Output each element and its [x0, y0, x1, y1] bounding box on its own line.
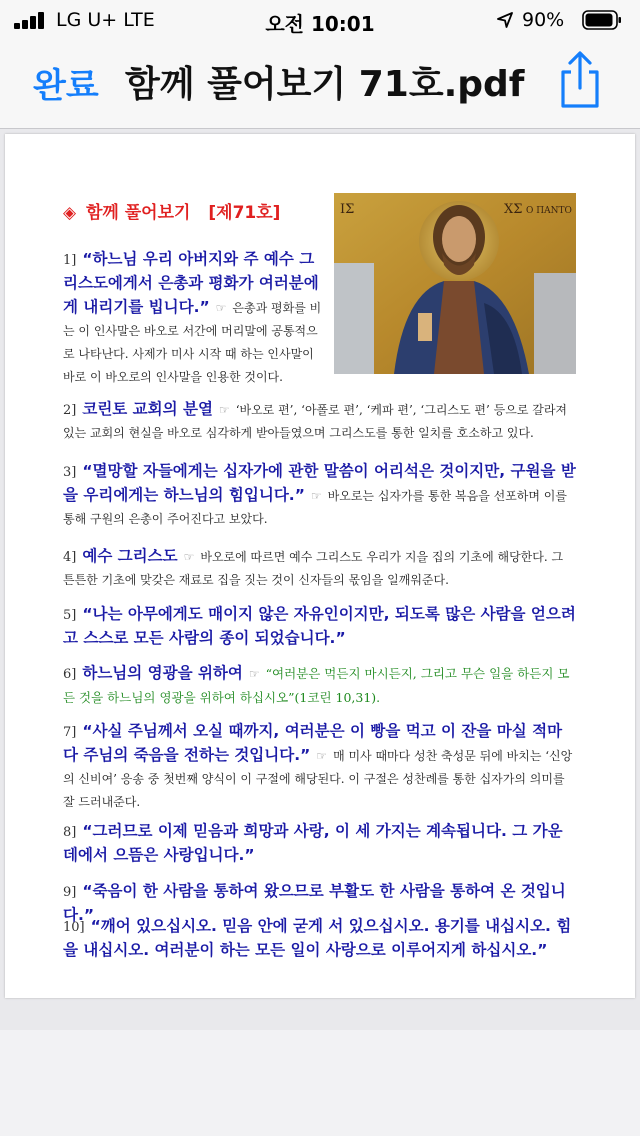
heading-title: 함께 풀어보기 — [86, 203, 191, 223]
list-item — [63, 820, 577, 868]
item-number: 7] — [63, 725, 77, 740]
list-item — [63, 720, 577, 814]
document-title: 함께 풀어보기 71호.pdf — [125, 64, 525, 105]
done-button[interactable]: 완료 — [33, 66, 99, 106]
pointing-hand-icon: ☞ — [248, 667, 260, 681]
item-quote: “그러므로 이제 믿음과 희망과 사랑, 이 세 가지는 계속됩니다. 그 가운데에서 으뜸은 사랑입니다.” — [63, 822, 563, 864]
item-note: 매 미사 때마다 성찬 축성문 뒤에 바치는 ‘신앙의 신비여’ 응송 중 첫번째 양식이 이 구절에 해당된다. 이 구절은 성찬례를 통한 십자가의 의미를 잘 드러내준다. — [63, 749, 573, 809]
item-quote: 예수 그리스도 — [82, 547, 178, 565]
item-note: 바오로는 십자가를 통한 복음을 선포하며 이를 통해 구원의 은총이 주어진다고 보았다. — [63, 489, 567, 526]
diamond-icon: ◈ — [63, 203, 77, 223]
pointing-hand-icon: ☞ — [183, 550, 195, 564]
item-number: 6] — [63, 667, 77, 682]
item-quote: “하느님 우리 아버지와 주 예수 그리스도에게서 은총과 평화가 여러분에게 내리기를 빕니다.” — [63, 250, 319, 316]
item-number: 10] — [63, 920, 85, 935]
list-item — [63, 915, 577, 963]
item-quote: 하느님의 영광을 위하여 — [82, 664, 243, 682]
location-arrow-icon — [496, 11, 514, 29]
status-bar — [0, 0, 640, 40]
battery-percent: 90% — [522, 9, 565, 31]
item-quote: “깨어 있으십시오. 믿음 안에 굳게 서 있으십시오. 용기를 내십시오. 힘을 내십시오. 여러분이 하는 모든 일이 사랑으로 이루어지게 하십시오.” — [63, 917, 572, 959]
viewer-background — [0, 1030, 640, 1136]
item-number: 3] — [63, 465, 77, 480]
pointing-hand-icon: ☞ — [218, 403, 230, 417]
list-item — [63, 460, 577, 531]
clock: 오전 10:01 — [265, 12, 375, 36]
list-item — [63, 545, 577, 592]
item-quote: “사실 주님께서 오실 때까지, 여러분은 이 빵을 먹고 이 잔을 마실 적마다 주님의 죽음을 전하는 것입니다.” — [63, 722, 563, 764]
pointing-hand-icon: ☞ — [316, 749, 328, 763]
share-icon[interactable] — [554, 50, 606, 110]
carrier-label: LG U+ LTE — [56, 9, 155, 31]
christ-pantocrator-mosaic-image — [334, 193, 576, 374]
item-note: 바오로에 따르면 예수 그리스도 우리가 지을 집의 기초에 해당한다. 그 튼튼한 기초에 맞갖은 재료로 집을 짓는 것이 신자들의 몫임을 일깨워준다. — [63, 550, 564, 587]
item-number: 2] — [63, 403, 77, 418]
item-quote: “나는 아무에게도 매이지 않은 자유인이지만, 되도록 많은 사람을 얻으려고 스스로 모든 사람의 종이 되었습니다.” — [63, 605, 576, 647]
item-number: 8] — [63, 825, 77, 840]
inscription-right: ΧΣ — [504, 202, 523, 217]
list-item — [63, 662, 577, 710]
item-quote: 코린토 교회의 분열 — [82, 400, 213, 418]
item-note: ‘바오로 편’, ‘아폴로 편’, ‘케파 편’, ‘그리스도 편’ 등으로 갈라져 있는 교회의 현실을 바오로 심각하게 받아들였으며 그리스도를 통한 일치를 호소하고 있다. — [63, 403, 568, 440]
pdf-page[interactable] — [5, 134, 635, 998]
inscription-pantocrator: Ο ΠΑΝΤΟ — [526, 206, 572, 216]
pointing-hand-icon: ☞ — [310, 489, 322, 503]
list-item — [63, 398, 577, 445]
item-note: 은총과 평화를 비는 이 인사말은 바오로 서간에 머리말에 공통적으로 나타난다. 사제가 미사 시작 때 하는 인사말이 바로 이 바오로의 인사말을 인용한 것이다. — [63, 301, 322, 384]
navigation-bar — [0, 40, 640, 129]
item-number: 5] — [63, 608, 77, 623]
item-quote: “죽음이 한 사람을 통하여 왔으므로 부활도 한 사람을 통하여 온 것입니다.” — [63, 882, 566, 924]
list-item — [63, 248, 325, 389]
inscription-left: ΙΣ — [340, 202, 355, 217]
item-number: 4] — [63, 550, 77, 565]
list-item — [63, 603, 577, 651]
item-number: 1] — [63, 253, 77, 268]
item-number: 9] — [63, 885, 77, 900]
item-bible-quote: “여러분은 먹든지 마시든지, 그리고 무슨 일을 하든지 모든 것을 하느님의 영광을 위하여 하십시오”(1코린 10,31). — [63, 666, 570, 705]
heading-issue: [제71호] — [208, 203, 281, 223]
battery-icon — [582, 10, 622, 30]
pointing-hand-icon: ☞ — [215, 301, 227, 315]
page-heading — [63, 198, 280, 223]
item-quote: “멸망할 자들에게는 십자가에 관한 말씀이 어리석은 것이지만, 구원을 받을 우리에게는 하느님의 힘입니다.” — [63, 462, 576, 504]
